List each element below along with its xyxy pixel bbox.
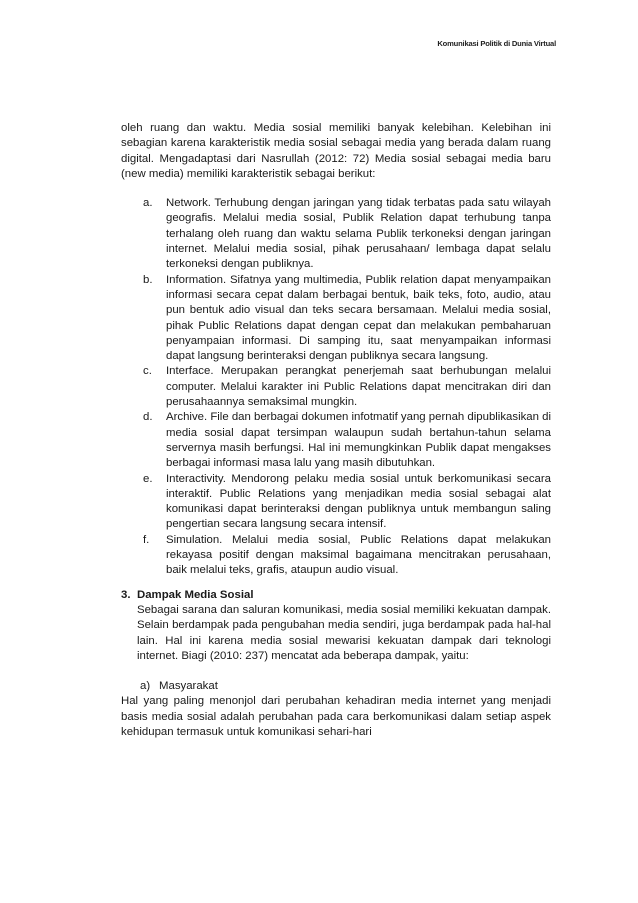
section-number: 3. bbox=[121, 588, 131, 601]
list-item bbox=[121, 196, 551, 272]
subsection-title: Masyarakat bbox=[159, 680, 218, 693]
intro-paragraph: oleh ruang dan waktu. Media sosial memiliki banyak kelebihan. Kelebihan ini sebagian karena karakteristik media sosial sebagai media yang berada dalam ruang digital. Mengadaptasi dari Nasrullah (2012: 72) Media sosial sebagai media baru (new media) memiliki karakteristik sebagai berikut: bbox=[121, 122, 551, 180]
running-header: Komunikasi Politik di Dunia Virtual bbox=[437, 39, 556, 48]
section-paragraph: Sebagai sarana dan saluran komunikasi, media sosial memiliki kekuatan dampak. Selain berdampak pada pengubahan media sendiri, juga berdampak pada hal-hal lain. Hal ini karena media sosial mewarisi kekuatan dampak dari teknologi internet. Biagi (2010: 237) mencatat ada beberapa dampak, yaitu: bbox=[137, 603, 551, 662]
section-title: Dampak Media Sosial bbox=[137, 588, 254, 601]
subsection-paragraph: Hal yang paling menonjol dari perubahan kehadiran media internet yang menjadi basis media sosial adalah perubahan pada cara berkomunikasi dalam setiap aspek kehidupan termasuk untuk komunikasi sehari-hari bbox=[121, 695, 551, 738]
list-item-text: Archive. File dan berbagai dokumen infotmatif yang pernah dipublikasikan di media sosial dapat tersimpan walaupun sudah bertahun-tahun selama servernya masih berfungsi. Hal ini memungkinkan Publik dapat mengakses berbagai informasi masa lalu yang masih dibutuhkan. bbox=[166, 411, 551, 470]
list-item-text: Simulation. Melalui media sosial, Public Relations dapat melakukan rekayasa positif dengan maksimal bagaimana mencitrakan perusahaan, baik melalui teks, grafis, ataupun audio visual. bbox=[166, 533, 551, 577]
list-marker: a. bbox=[143, 197, 153, 210]
list-marker: e. bbox=[143, 472, 153, 485]
list-marker: b. bbox=[143, 273, 153, 286]
list-item-text: Information. Sifatnya yang multimedia, Publik relation dapat menyampaikan informasi secara cepat dalam berbagai bentuk, baik teks, foto, audio, atau pun bentuk adio visual dan teks secara bersamaan. Melalui media sosial, pihak Public Relations dapat dengan cepat dan melakukan pembaharuan penyampaian informasi. Di samping itu, saat menyampaikan informasi dapat langsung berinteraksi dengan publiknya secara langsung. bbox=[166, 273, 551, 363]
list-item-text: Interface. Merupakan perangkat penerjemah saat berhubungan melalui computer. Melalui karakter ini Public Relations dapat mencitrakan diri dan perusahaannya semaksimal mungkin. bbox=[166, 365, 551, 409]
page-body bbox=[121, 121, 551, 740]
list-marker: c. bbox=[143, 365, 152, 378]
list-item bbox=[121, 410, 551, 471]
list-item-text: Interactivity. Mendorong pelaku media sosial untuk berkomunikasi secara interaktif. Public Relations yang menjadikan media sosial sebagai alat komunikasi dapat berinteraksi dengan publiknya untuk membangun saling pengertian secara langsung secara intensif. bbox=[166, 472, 551, 531]
subsection-heading bbox=[121, 679, 551, 694]
list-marker: d. bbox=[143, 411, 153, 424]
subsection-marker: a) bbox=[140, 680, 151, 693]
list-item bbox=[121, 273, 551, 365]
list-item bbox=[121, 364, 551, 410]
list-item bbox=[121, 533, 551, 579]
list-item bbox=[121, 472, 551, 533]
characteristics-list bbox=[121, 196, 551, 578]
list-marker: f. bbox=[143, 533, 150, 546]
section-heading bbox=[121, 588, 551, 603]
list-item-text: Network. Terhubung dengan jaringan yang tidak terbatas pada satu wilayah geografis. Melalui media sosial, Publik Relation dapat terhubung tanpa terhalang oleh ruang dan waktu selama Publik terkoneksi dengan jaringan internet. Melalui media sosial, pihak perusahaan/ lembaga dapat selalu terkoneksi dengan publiknya. bbox=[166, 197, 551, 271]
